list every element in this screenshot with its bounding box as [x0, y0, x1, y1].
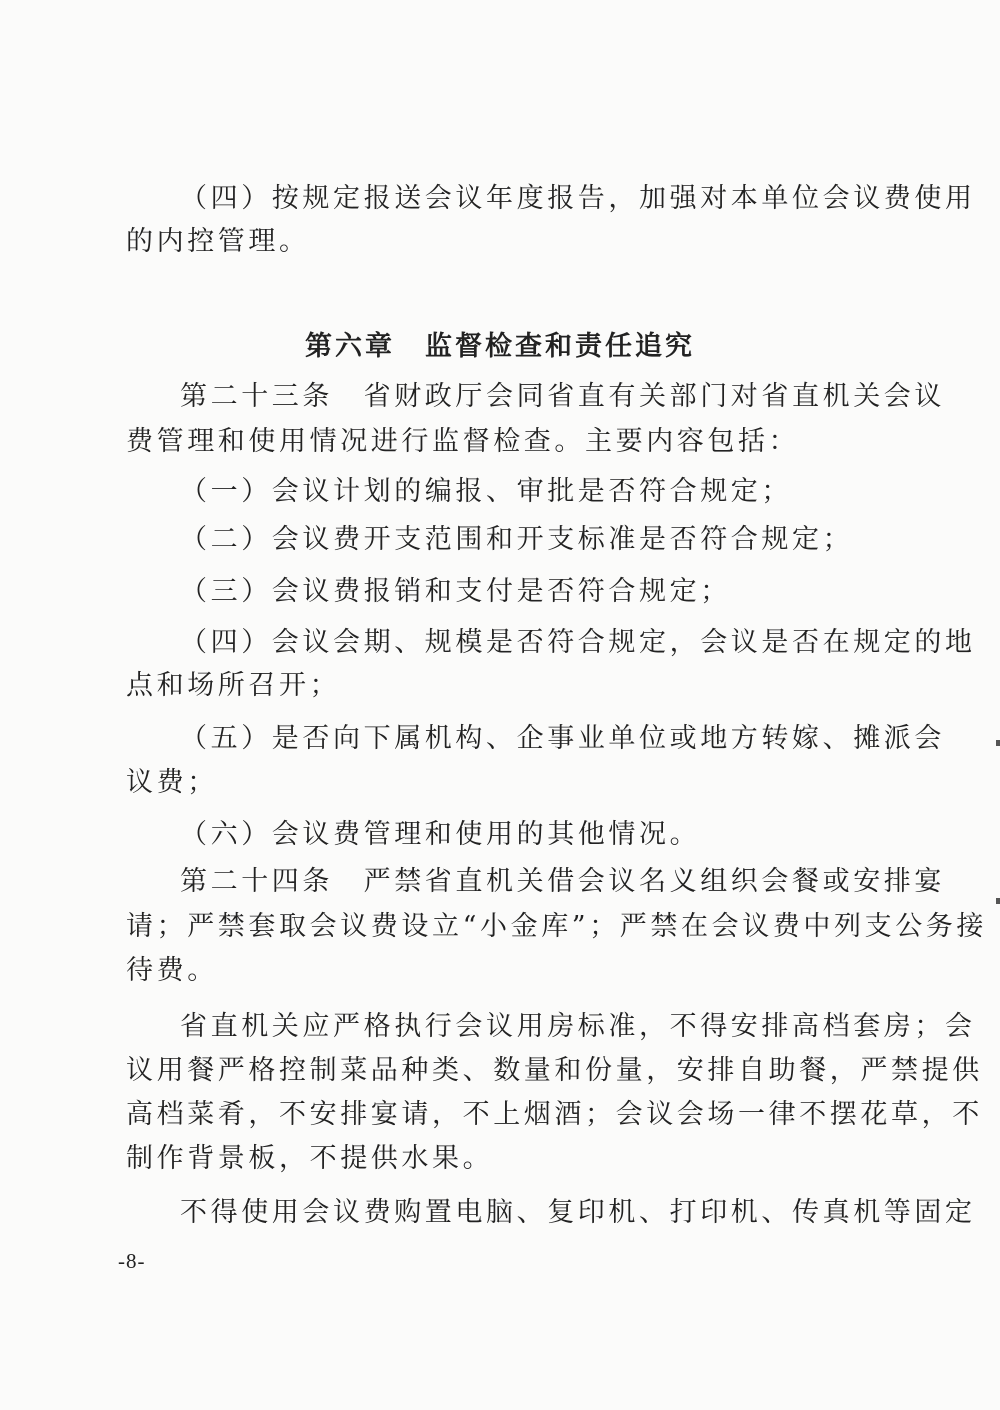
scan-edge-mark: [996, 898, 1000, 904]
standards-paragraph-line-4: 制作背景板，不提供水果。: [126, 1143, 494, 1174]
article-23-line-2: 费管理和使用情况进行监督检查。主要内容包括：: [126, 426, 800, 457]
article-23-item-3: （三）会议费报销和支付是否符合规定；: [180, 576, 731, 607]
article-24-line-2: 请；严禁套取会议费设立“小金库”；严禁在会议费中列支公务接: [126, 911, 988, 942]
standards-paragraph-line-3: 高档菜肴，不安排宴请，不上烟酒；会议会场一律不摆花草，不: [126, 1099, 983, 1130]
article-23-item-4-line-1: （四）会议会期、规模是否符合规定，会议是否在规定的地: [180, 627, 976, 658]
article-24-line-3: 待费。: [126, 955, 218, 986]
article-23-item-5-line-2: 议费；: [126, 767, 218, 798]
scan-edge-mark: [996, 740, 1000, 746]
article-23-item-2: （二）会议费开支范围和开支标准是否符合规定；: [180, 524, 854, 555]
article-23-item-5-line-1: （五）是否向下属机构、企事业单位或地方转嫁、摊派会: [180, 723, 945, 754]
clause-4-line-1: （四）按规定报送会议年度报告，加强对本单位会议费使用: [180, 183, 976, 214]
clause-4-line-2: 的内控管理。: [126, 226, 310, 257]
article-23-line-1: 第二十三条 省财政厅会同省直有关部门对省直机关会议: [180, 381, 945, 412]
standards-paragraph-line-2: 议用餐严格控制菜品种类、数量和份量，安排自助餐，严禁提供: [126, 1055, 983, 1086]
assets-paragraph-line-1: 不得使用会议费购置电脑、复印机、打印机、传真机等固定: [180, 1197, 976, 1228]
article-23-item-4-line-2: 点和场所召开；: [126, 670, 341, 701]
article-24-line-1: 第二十四条 严禁省直机关借会议名义组织会餐或安排宴: [180, 866, 945, 897]
standards-paragraph-line-1: 省直机关应严格执行会议用房标准，不得安排高档套房；会: [180, 1011, 976, 1042]
article-23-item-1: （一）会议计划的编报、审批是否符合规定；: [180, 476, 792, 507]
page-number: -8-: [118, 1249, 146, 1273]
article-23-item-6: （六）会议费管理和使用的其他情况。: [180, 819, 701, 850]
chapter-heading: 第六章 监督检查和责任追究: [305, 331, 695, 362]
